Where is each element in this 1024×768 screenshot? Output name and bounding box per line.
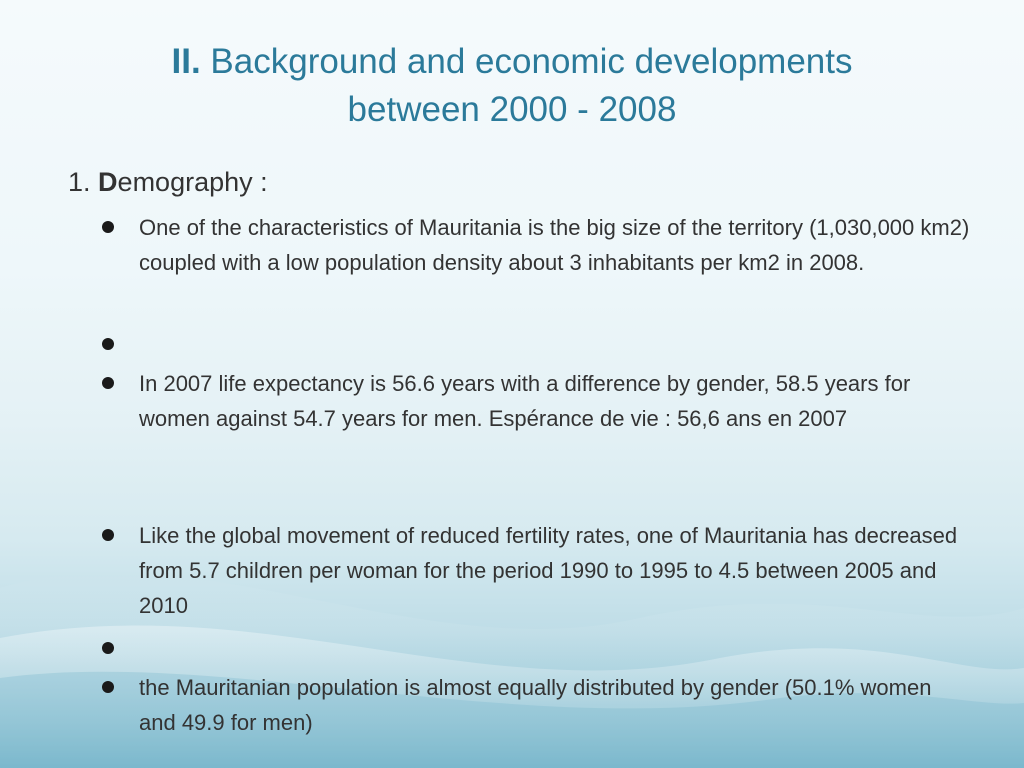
heading-text: emography : — [117, 167, 268, 197]
bullet-item — [100, 210, 970, 327]
bullet-dot-icon — [102, 681, 114, 693]
bullet-text: Like the global movement of reduced fertility rates, one of Mauritania has decreased from 5.7 children per woman for the period 1990 to 1995 to 4.5 between 2005 and 2010 — [139, 523, 958, 618]
title-text-line-2: between 2000 - 2008 — [347, 90, 677, 129]
heading-initial: D — [98, 167, 118, 197]
bullet-dot-icon — [102, 642, 114, 654]
bullet-text: One of the characteristics of Mauritania is the big size of the territory (1,030,000 km2) coupled with a low population density about 3 inhabitants per km2 in 2008. — [139, 215, 970, 275]
bullet-item — [100, 518, 970, 623]
title-text-line-1: Background and economic developments — [210, 42, 853, 81]
bullet-dot-icon — [102, 529, 114, 541]
bullet-dot-icon — [102, 338, 114, 350]
title-line-1 — [40, 38, 984, 86]
bullet-item — [100, 366, 970, 522]
bullet-dot-icon — [102, 377, 114, 389]
bullet-list — [100, 210, 970, 740]
bullet-dot-icon — [102, 221, 114, 233]
heading-number: 1. — [68, 167, 91, 197]
slide-title — [40, 38, 984, 134]
bullet-text: the Mauritanian population is almost equally distributed by gender (50.1% women and 49.9 for men) — [139, 675, 932, 735]
bullet-text: In 2007 life expectancy is 56.6 years with a difference by gender, 58.5 years for women against 54.7 years for men. Espérance de vie : 56,6 ans en 2007 — [139, 371, 911, 431]
bullet-item-empty — [100, 327, 970, 362]
bullet-item — [100, 670, 970, 740]
title-section-number: II. — [171, 42, 201, 81]
bullet-item-empty — [100, 631, 970, 666]
section-heading — [68, 162, 268, 202]
